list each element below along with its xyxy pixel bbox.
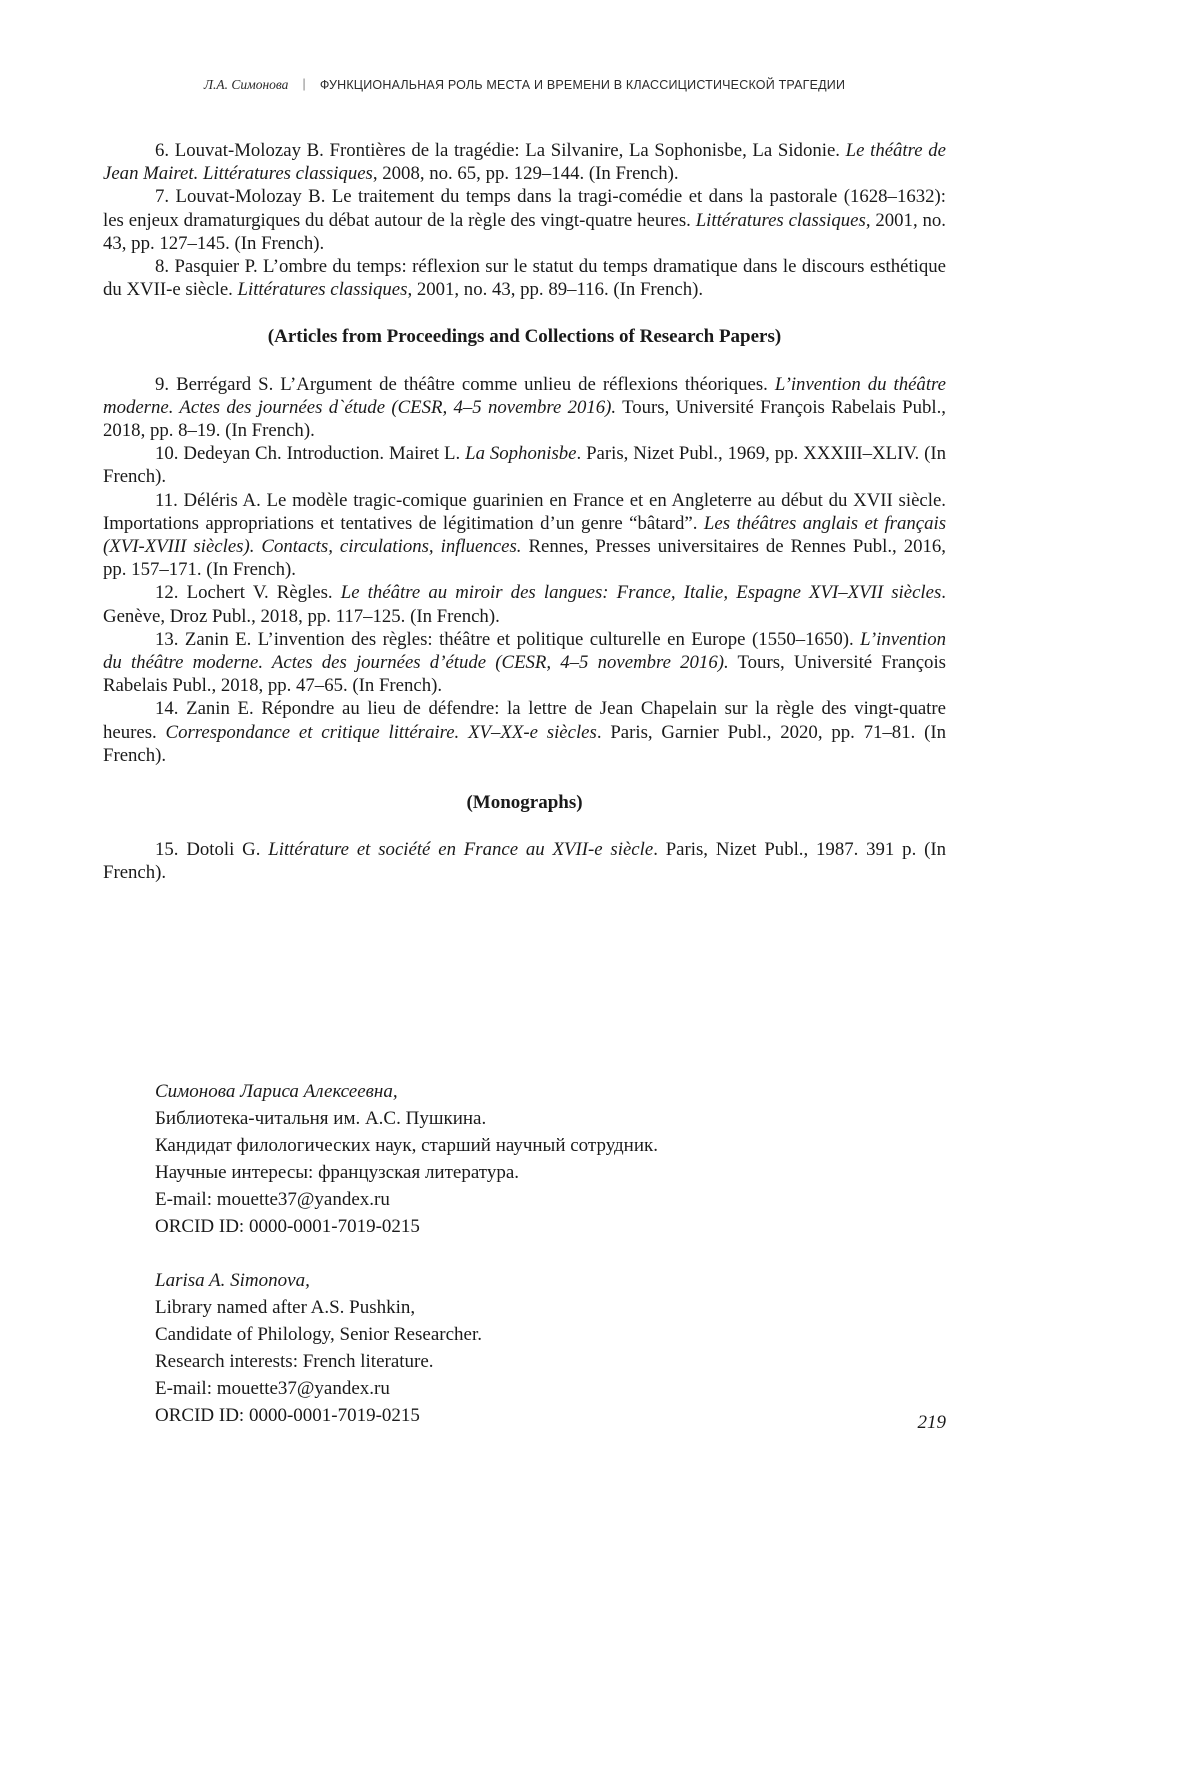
reference-text: , 2001, no. 43, pp. 89–116. (In French). — [407, 279, 704, 301]
author-affiliation-en: Library named after A.S. Pushkin, — [155, 1297, 416, 1318]
reference-entry — [103, 255, 946, 301]
reference-entry — [103, 628, 946, 698]
reference-entry — [103, 581, 946, 627]
reference-source-title: Les théâtres anglais et français (XVI-XVIII siècles). Contacts, circulations, influences. — [103, 512, 947, 558]
reference-text: 7. Louvat-Molozay B. Le traitement du temps dans la tragi-comédie et dans la pastorale (1628–1632): les enjeux dramaturgiques du débat autour de la règle des vingt-quatre heures. — [103, 186, 946, 231]
reference-text: 10. Dedeyan Ch. Introduction. Mairet L. — [155, 443, 466, 465]
reference-text: . Genève, Droz Publ., 2018, pp. 117–125. (In French). — [103, 582, 946, 627]
reference-text: 12. Lochert V. Règles. — [155, 582, 341, 604]
author-block — [155, 1267, 946, 1429]
reference-text: 8. Pasquier P. L’ombre du temps: réflexion sur le statut du temps dramatique dans le discours esthétique du XVII-e siècle. — [103, 256, 946, 301]
author-interests-ru: Научные интересы: французская литература. — [155, 1162, 520, 1183]
reference-text: Tours, Université François Rabelais Publ., 2018, pp. 47–65. (In French). — [103, 652, 946, 697]
reference-text: Tours, Université François Rabelais Publ., 2018, pp. 8–19. (In French). — [103, 396, 946, 442]
reference-source-title: L’invention du théâtre moderne. Actes des journées d’étude (CESR, 4–5 novembre 2016). — [103, 628, 946, 674]
reference-text: . Paris, Nizet Publ., 1987. 391 p. (In French). — [103, 839, 947, 884]
author-name-en: Larisa A. Simonova, — [155, 1270, 310, 1291]
reference-entry — [103, 139, 946, 185]
reference-source-title: Correspondance et critique littéraire. XV–XX-e siècles — [165, 721, 597, 743]
reference-source-title: Le théâtre de Jean Mairet. Littératures classiques — [103, 140, 946, 185]
reference-text: , 2001, no. 43, pp. 127–145. (In French). — [103, 209, 946, 254]
reference-source-title: Littératures classiques — [237, 279, 408, 301]
author-block — [155, 1078, 946, 1240]
reference-text: 9. Berrégard S. L’Argument de théâtre comme unlieu de réflexions théoriques. — [155, 373, 775, 395]
reference-source-title: Littérature et société en France au XVII-e siècle — [268, 839, 654, 861]
reference-text: 11. Déléris A. Le modèle tragic-comique guarinien en France et en Angleterre au début du XVII siècle. Importations appropriations et tentatives de légitimation d’un genre “bâtard”. — [103, 489, 946, 534]
author-position-en: Candidate of Philology, Senior Researcher. — [155, 1324, 482, 1345]
reference-source-title: La Sophonisbe — [465, 443, 577, 465]
author-affiliation-ru: Библиотека-читальня им. А.С. Пушкина. — [155, 1108, 487, 1129]
reference-text: . Paris, Nizet Publ., 1969, pp. XXXIII–XLIV. (In French). — [103, 443, 946, 488]
author-interests-en: Research interests: French literature. — [155, 1351, 434, 1372]
header-article-title: ФУНКЦИОНАЛЬНАЯ РОЛЬ МЕСТА И ВРЕМЕНИ В КЛАССИЦИСТИЧЕСКОЙ ТРАГЕДИИ — [319, 78, 846, 92]
reference-entry — [103, 697, 946, 767]
author-info — [155, 1078, 946, 1429]
author-email-ru: E-mail: mouette37@yandex.ru — [155, 1189, 390, 1210]
header-author: Л.А. Симонова — [203, 77, 289, 92]
reference-source-title: Le théâtre au miroir des langues: France, Italie, Espagne XVI–XVII siècles — [340, 582, 942, 604]
author-orcid-en: ORCID ID: 0000-0001-7019-0215 — [155, 1405, 420, 1426]
reference-text: 14. Zanin E. Répondre au lieu de défendre: la lettre de Jean Chapelain sur la règle des vingt-quatre heures. — [103, 698, 946, 743]
reference-text: , 2008, no. 65, pp. 129–144. (In French). — [372, 163, 679, 185]
reference-entry — [103, 489, 946, 582]
reference-text: . Paris, Garnier Publ., 2020, pp. 71–81. (In French). — [103, 721, 946, 766]
reference-text: 15. Dotoli G. — [155, 839, 269, 861]
page-number: 219 — [917, 1412, 946, 1433]
reference-entry — [103, 373, 946, 443]
reference-entry — [103, 838, 946, 884]
references-list — [103, 139, 946, 885]
reference-entry — [103, 185, 946, 255]
author-name-ru: Симонова Лариса Алексеевна, — [155, 1081, 398, 1102]
author-position-ru: Кандидат филологических наук, старший научный сотрудник. — [155, 1135, 658, 1156]
author-orcid-ru: ORCID ID: 0000-0001-7019-0215 — [155, 1216, 420, 1237]
reference-text: Rennes, Presses universitaires de Rennes Publ., 2016, pp. 157–171. (In French). — [103, 536, 946, 581]
reference-entry — [103, 442, 946, 488]
running-header — [103, 76, 946, 94]
header-separator: | — [302, 76, 306, 91]
author-email-en: E-mail: mouette37@yandex.ru — [155, 1378, 390, 1399]
section-heading: (Monographs) — [466, 792, 583, 814]
section-heading: (Articles from Proceedings and Collections of Research Papers) — [267, 326, 782, 348]
reference-text: 6. Louvat-Molozay B. Frontières de la tragédie: La Silvanire, La Sophonisbe, La Sidonie. — [155, 140, 846, 161]
reference-source-title: L’invention du théâtre moderne. Actes des journées d`étude (CESR, 4–5 novembre 2016). — [103, 373, 946, 418]
reference-text: 13. Zanin E. L’invention des règles: théâtre et politique culturelle en Europe (1550–1650). — [155, 628, 861, 650]
reference-source-title: Littératures classiques — [695, 209, 866, 231]
